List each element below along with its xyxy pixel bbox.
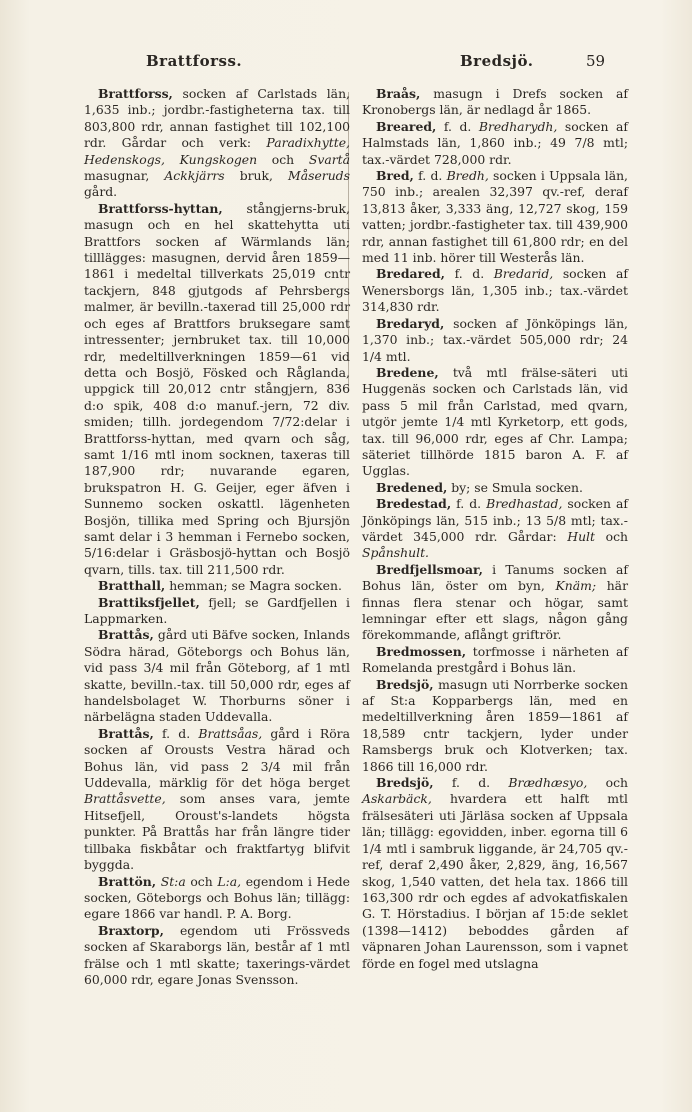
dictionary-entry — [362, 644, 628, 677]
dictionary-entry — [84, 595, 350, 628]
entry-headword: Bredaryd, — [376, 315, 445, 331]
entry-italic-term: Bredhastad, — [486, 496, 563, 512]
dictionary-entry — [362, 266, 628, 315]
entry-text: stångjerns-bruk, masugn och en hel skattehytta uti Brattfors socken af Wärmlands län; tilllägges: masugnen, dervid åren 1859—1861 i medeltal tillverkats 25,019 cntr tackjern, 848 gjutgods af Pehrsbergs malmer, är bevilln.-taxerad till 25,000 rdr och eges af Brattfors bruksegare samt intressenter; jernbruket tax. till 10,000 rdr, medeltillverkningen 1859—61 vid detta och Bosjö, Fösked och Råglanda, uppgick till 20,012 cntr stångjern, 836 d:o spik, 408 d:o manuf.-jern, 72 div. smiden; tillh. jordegendom 7/72:delar i Brattforss-hyttan, med qvarn och såg, samt 1/16 mtl inom socknen, taxeras till 187,900 rdr; nuvarande egaren, brukspatron H. G. Geijer, eger äfven i Sunnemo socken oskattl. lägenheten Bosjön, tillika med Spring och Bjursjön samt delar i 3 hemman i Fernebo socken, 5/16:delar i Gräsbosjö-hyttan och Bosjö qvarn, tills. tax. till 211,500 rdr. — [84, 200, 350, 577]
entry-headword: Brattforss, — [98, 86, 173, 101]
entry-italic-term: Spånshult. — [362, 545, 429, 561]
entry-headword: Braxtorp, — [98, 922, 164, 938]
left-column — [84, 86, 350, 988]
entry-text: bruk, — [224, 168, 289, 184]
entry-headword: Bredsjö, — [376, 676, 434, 692]
right-column — [362, 86, 628, 972]
entry-text: f. d. — [436, 118, 479, 134]
dictionary-entry — [84, 726, 350, 874]
entry-italic-term: Brattåsvette, — [84, 791, 166, 807]
entry-text: f. d. — [451, 496, 487, 512]
entry-text: socken af Carlstads län, 1,635 inb.; jordbr.-fastigheterna tax. till 803,800 rdr, annan fastighet till 102,100 rdr. Gårdar och verk: — [84, 86, 350, 151]
entry-text: socken af Halmstads län, 1,860 inb.; 49 7/8 mtl; tax.-värdet 728,000 rdr. — [362, 118, 628, 167]
dictionary-entry — [362, 365, 628, 480]
entry-text: socken af Wenersborgs län, 1,305 inb.; tax.-värdet 314,830 rdr. — [362, 266, 628, 315]
entry-headword: Bratthall, — [98, 578, 166, 594]
entry-text: som anses vara, jemte Hitsefjell, Oroust's-landets högsta punkter. På Brattås har från längre tider tillbaka fiskbåtar och fraktfartyg blifvit byggda. — [84, 791, 350, 873]
entry-italic-term: Paradixhytte, Hedenskogs, Kungskogen — [84, 135, 350, 167]
entry-italic-term: Ackkjärrs — [164, 168, 225, 184]
entry-text: hvardera ett halft mtl frälsesäteri uti Järläsa socken af Uppsala län; tillägg: egovidden, inber. egorna till 6 1/4 mtl i sambruk liggande, är 24,705 qv.-ref, deraf 2,490 åker, 2,829, äng, 16,567 skog, 1,540 vatten, det hela tax. 1866 till 163,300 rdr och egdes af advokatfiskalen G. T. Hörstadius. I början af 15:de seklet (1398—1412) beboddes gården af väpnaren Johan Laurensson, som i vapnet förde en fogel med utslagna — [362, 791, 628, 971]
header-left-word: Brattforss. — [146, 52, 243, 70]
page-number: 59 — [586, 52, 606, 70]
entry-text: och — [185, 873, 218, 889]
entry-text: f. d. — [413, 168, 447, 184]
entry-italic-term: Bredharydh, — [478, 118, 558, 134]
entry-text: här finnas flera stenar och högar, samt lemningar efter ett slags, någon gång förekommande, aflångt griftrör. — [362, 578, 628, 643]
entry-text: socken af Jönköpings län, 515 inb.; 13 5/8 mtl; tax.-värdet 345,000 rdr. Gårdar: — [362, 496, 628, 544]
entry-text: by; se Smula socken. — [447, 479, 583, 495]
dictionary-entry — [84, 627, 350, 725]
entry-text: torfmosse i närheten af Romelanda prestgård i Bohus län. — [362, 643, 628, 676]
entry-headword: Brattås, — [98, 725, 154, 741]
entry-headword: Bredestad, — [376, 496, 452, 512]
entry-text: socken af Jönköpings län, 1,370 inb.; tax.-värdet 505,000 rdr; 24 1/4 mtl. — [362, 315, 628, 364]
entry-text: fjell; se Gardfjellen i Lappmarken. — [84, 594, 350, 626]
entry-text: egendom i Hede socken, Göteborgs och Bohus län; tillägg: egare 1866 var handl. P. A. Borg. — [84, 873, 350, 922]
entry-headword: Bredsjö, — [376, 775, 434, 791]
entry-headword: Bredfjellsmoar, — [376, 561, 483, 577]
entry-text: socken i Uppsala län, 750 inb.; arealen 32,397 qv.-ref, deraf 13,813 åker, 3,333 äng, 12,727 skog, 159 vatten; jordbr.-fastigheter tax. till 439,900 rdr, annan fastighet till 61,800 rdr; en del med 11 inb. hörer till Westerås län. — [362, 168, 628, 266]
entry-text: f. d. — [153, 725, 199, 741]
entry-italic-term: Brædhæsyo, — [508, 775, 588, 791]
dictionary-entry — [362, 86, 628, 119]
entry-italic-term: St:a — [160, 873, 186, 889]
entry-headword: Brattiksfjellet, — [98, 594, 200, 610]
entry-text: masugn i Drefs socken af Kronobergs län, är nedlagd år 1865. — [362, 86, 628, 118]
entry-text: gård. — [84, 184, 118, 200]
entry-text: f. d. — [433, 775, 509, 791]
entry-headword: Brattforss-hyttan, — [98, 200, 223, 216]
entry-italic-term: Hult — [567, 528, 595, 544]
dictionary-entry — [362, 316, 628, 365]
running-header — [0, 50, 692, 76]
entry-text: i Tanums socken af Bohus län, öster om byn, — [362, 561, 628, 594]
entry-text: masugnar, — [84, 168, 165, 184]
dictionary-entry — [84, 86, 350, 201]
entry-italic-term: Knäm; — [555, 578, 597, 594]
entry-headword: Braås, — [376, 86, 421, 101]
dictionary-entry — [84, 578, 350, 594]
entry-headword: Brattås, — [98, 627, 154, 643]
entry-italic-term: Brattsåas, — [198, 725, 263, 741]
entry-italic-term: Måseruds — [288, 168, 350, 184]
dictionary-entry — [362, 168, 628, 266]
dictionary-entry — [362, 496, 628, 562]
dictionary-entry — [84, 874, 350, 923]
dictionary-entry — [84, 201, 350, 578]
entry-headword: Breared, — [376, 118, 437, 134]
entry-text: egendom uti Frössveds socken af Skaraborgs län, består af 1 mtl frälse och 1 mtl skatte; taxerings-värdet 60,000 rdr, egare Jonas Svensson. — [84, 922, 350, 987]
entry-text: hemman; se Magra socken. — [165, 578, 342, 594]
entry-text: gård uti Bäfve socken, Inlands Södra härad, Göteborgs och Bohus län, vid pass 3/4 mil från Göteborg, af 1 mtl skatte, bevilln.-tax. till 50,000 rdr, eges af handelsbolaget W. Thorburns söner i närbelägna staden Uddevalla. — [84, 627, 350, 725]
header-right-word: Bredsjö. — [460, 52, 534, 70]
entry-headword: Bredmossen, — [376, 643, 467, 659]
dictionary-entry — [362, 775, 628, 972]
entry-italic-term: Bredh, — [446, 168, 489, 184]
entry-headword: Bredened, — [376, 479, 448, 495]
entry-text: masugn uti Norrberke socken af St:a Kopparbergs län, med en medeltillverkning åren 1859—1861 af 18,589 cntr tackjern, lyder under Ramsbergs bruk och Klotverken; tax. 1866 till 16,000 rdr. — [362, 676, 628, 774]
entry-headword: Bredared, — [376, 266, 445, 282]
dictionary-entry — [362, 677, 628, 775]
entry-text: och — [257, 151, 309, 167]
entry-text: och — [587, 775, 628, 791]
entry-text: gård i Röra socken af Orousts Vestra härad och Bohus län, vid pass 2 3/4 mil från Uddevalla, märklig för det höga berget — [84, 725, 350, 791]
dictionary-entry — [362, 480, 628, 496]
entry-headword: Bredene, — [376, 364, 439, 380]
entry-italic-term: Bredarid, — [493, 266, 554, 282]
entry-text: två mtl frälse-säteri uti Huggenäs socken och Carlstads län, vid pass 5 mil från Carlstad, med qvarn, utgör jemte 1/4 mtl Kyrketorp, ett gods, tax. till 96,000 rdr, eges af Chr. Lampa; säteriet tillhörde 1815 baron A. F. af Ugglas. — [362, 364, 628, 479]
entry-italic-term: Svartå — [308, 151, 350, 167]
entry-text: f. d. — [444, 266, 494, 282]
entry-italic-term: Askarbäck, — [362, 791, 432, 807]
entry-text: och — [595, 528, 628, 544]
entry-italic-term: L:a, — [217, 873, 242, 889]
dictionary-entry — [84, 923, 350, 989]
dictionary-entry — [362, 562, 628, 644]
entry-headword: Brattön, — [98, 873, 157, 889]
dictionary-entry — [362, 119, 628, 168]
entry-headword: Bred, — [376, 168, 414, 184]
